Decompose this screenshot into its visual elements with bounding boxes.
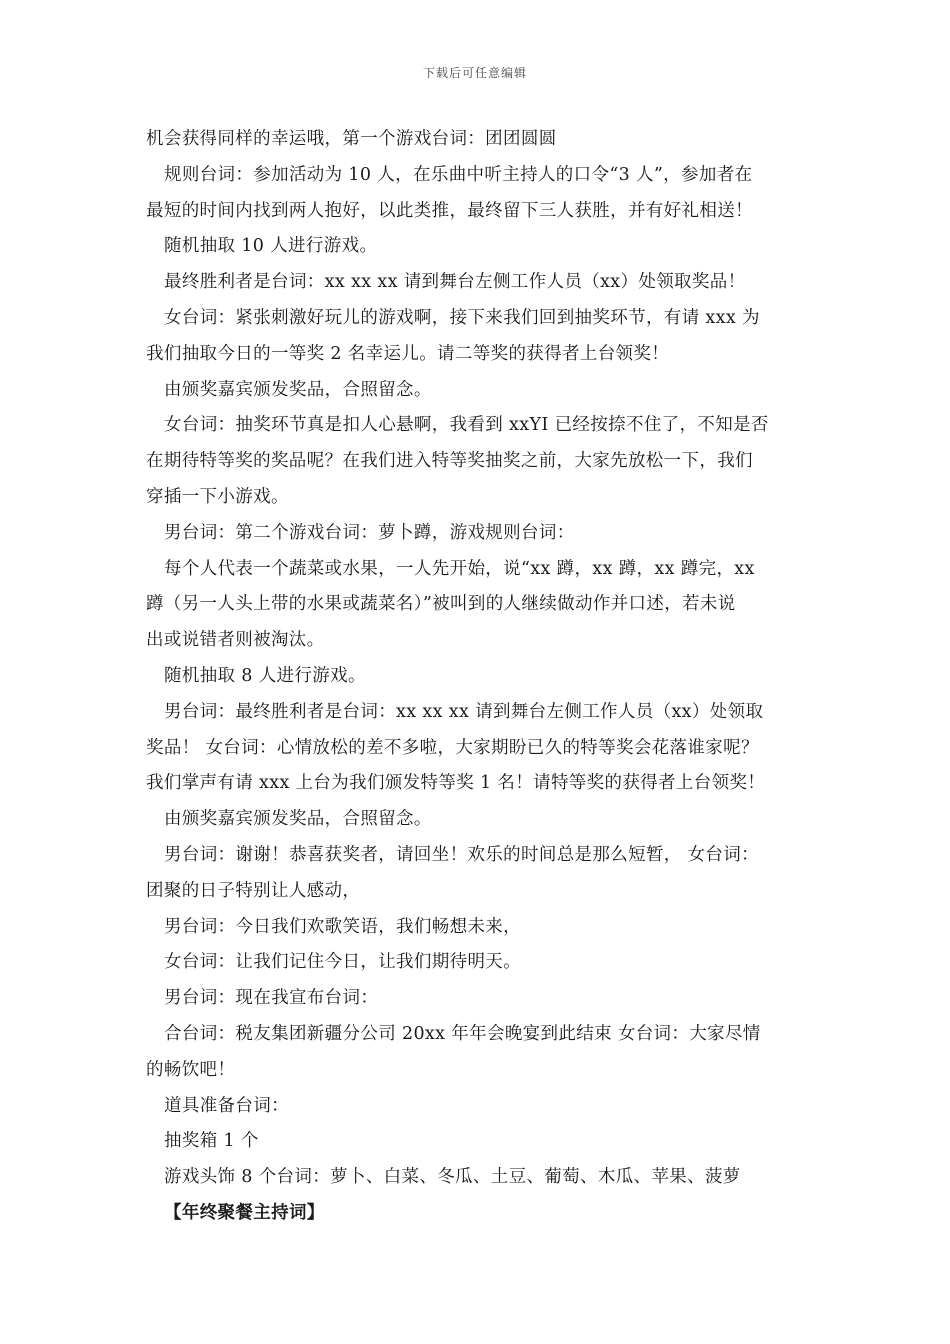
text-line: 最终胜利者是台词：xx xx xx 请到舞台左侧工作人员（xx）处领取奖品！ — [164, 272, 746, 293]
text-line: 最短的时间内找到两人抱好，以此类推，最终留下三人获胜，并有好礼相送！ — [146, 200, 753, 221]
text-line: 奖品！ 女台词：心情放松的差不多啦，大家期盼已久的特等奖会花落谁家呢？ — [146, 737, 759, 758]
text-line: 我们掌声有请 xxx 上台为我们颁发特等奖 1 名！请特等奖的获得者上台领奖！ — [146, 773, 766, 794]
text-line: 道具准备台词： — [164, 1095, 289, 1116]
text-line: 男台词：现在我宣布台词： — [164, 988, 379, 1009]
text-line: 每个人代表一个蔬菜或水果，一人先开始，说“xx 蹲，xx 蹲，xx 蹲完，xx — [164, 558, 755, 579]
text-line: 男台词：谢谢！恭喜获奖者，请回坐！欢乐的时间总是那么短暂， 女台词： — [164, 844, 759, 865]
text-line: 团聚的日子特别让人感动， — [146, 880, 361, 901]
document-body — [146, 122, 810, 1232]
text-line: 游戏头饰 8 个台词：萝卜、白菜、冬瓜、土豆、葡萄、木瓜、苹果、菠萝 — [164, 1167, 741, 1188]
page-header-note: 下载后可任意编辑 — [422, 66, 527, 80]
text-line: 在期待特等奖的奖品呢？在我们进入特等奖抽奖之前，大家先放松一下，我们 — [146, 451, 753, 472]
text-line: 机会获得同样的幸运哦，第一个游戏台词：团团圆圆 — [146, 129, 557, 149]
text-line: 随机抽取 10 人进行游戏。 — [164, 236, 378, 257]
text-line: 的畅饮吧！ — [146, 1059, 236, 1080]
text-line: 蹲（另一人头上带的水果或蔬菜名）”被叫到的人继续做动作并口述，若未说 — [146, 594, 736, 615]
text-line: 女台词：抽奖环节真是扣人心悬啊，我看到 xxYI 已经按捺不住了，不知是否 — [164, 415, 769, 436]
text-line: 规则台词：参加活动为 10 人，在乐曲中听主持人的口令“3 人”，参加者在 — [164, 164, 753, 185]
text-line: 穿插一下小游戏。 — [146, 486, 289, 507]
text-line: 男台词：最终胜利者是台词：xx xx xx 请到舞台左侧工作人员（xx）处领取 — [164, 701, 764, 722]
text-line: 男台词：第二个游戏台词：萝卜蹲，游戏规则台词： — [164, 522, 575, 543]
text-line: 由颁奖嘉宾颁发奖品，合照留念。 — [164, 379, 432, 400]
text-line: 女台词：让我们记住今日，让我们期待明天。 — [164, 952, 521, 973]
text-line: 由颁奖嘉宾颁发奖品，合照留念。 — [164, 809, 432, 830]
text-line: 男台词：今日我们欢歌笑语，我们畅想未来， — [164, 916, 521, 937]
text-line: 抽奖箱 1 个 — [164, 1131, 259, 1152]
text-line: 我们抽取今日的一等奖 2 名幸运儿。请二等奖的获得者上台领奖！ — [146, 343, 670, 364]
text-line: 合台词：税友集团新疆分公司 20xx 年年会晚宴到此结束 女台词：大家尽情 — [164, 1023, 761, 1044]
section-title: 【年终聚餐主持词】 — [164, 1202, 325, 1223]
text-line: 女台词：紧张刺激好玩儿的游戏啊，接下来我们回到抽奖环节，有请 xxx 为 — [164, 307, 760, 328]
text-line: 随机抽取 8 人进行游戏。 — [164, 665, 366, 686]
text-line: 出或说错者则被淘汰。 — [146, 630, 325, 651]
